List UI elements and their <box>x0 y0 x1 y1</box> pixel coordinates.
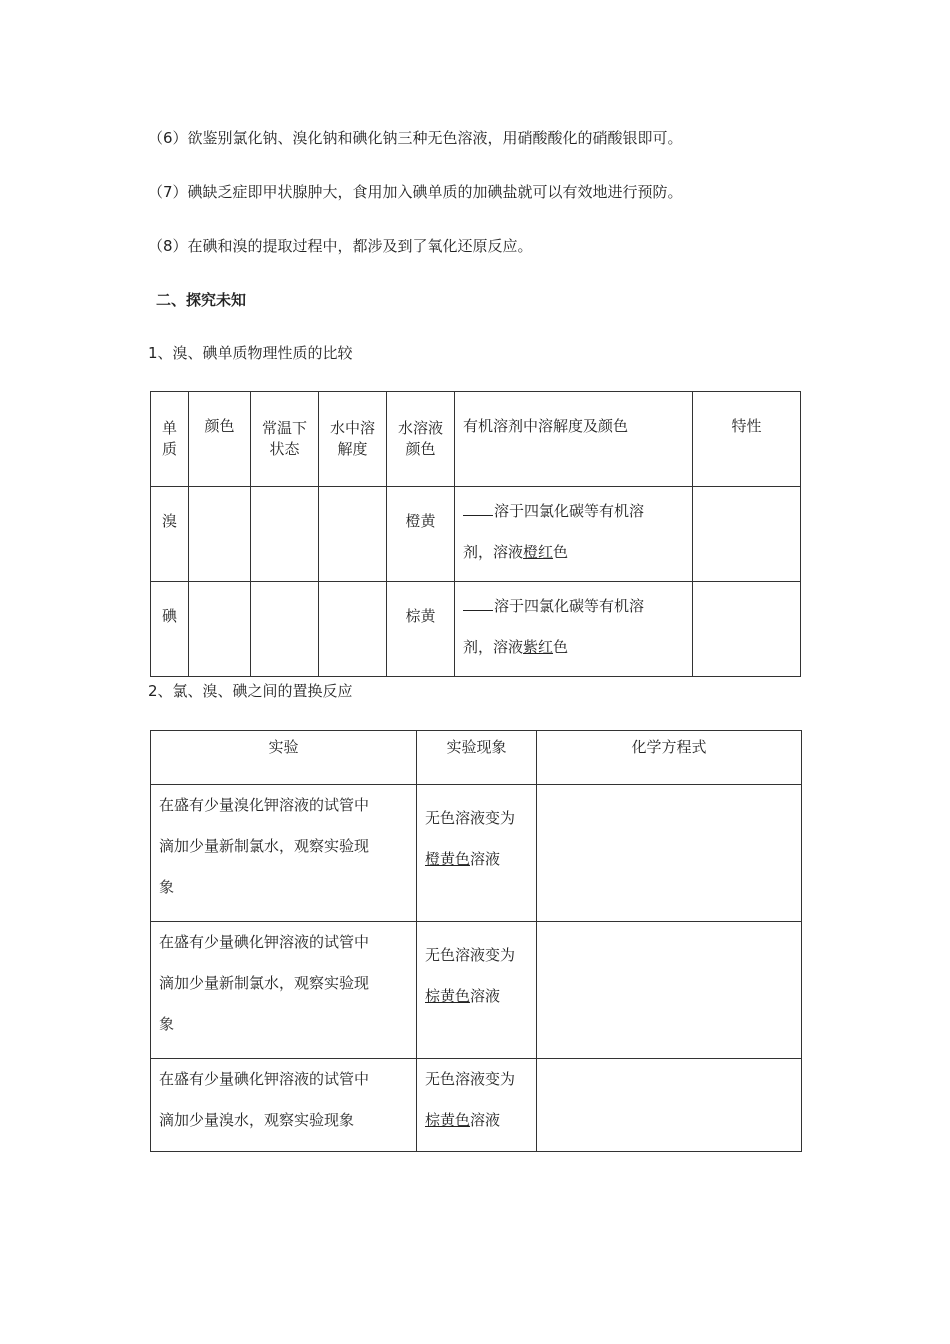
cell-experiment: 在盛有少量溴化钾溶液的试管中 滴加少量新制氯水，观察实验现 象 <box>151 785 417 922</box>
header-water-solubility: 水中溶 解度 <box>319 392 387 487</box>
cell-color <box>189 487 251 582</box>
cell-experiment: 在盛有少量碘化钾溶液的试管中 滴加少量新制氯水，观察实验现 象 <box>151 922 417 1059</box>
table2-row <box>151 785 802 922</box>
fill-blank[interactable] <box>463 501 493 516</box>
header-color: 颜色 <box>189 392 251 487</box>
displacement-reaction-table <box>150 730 802 1152</box>
table2-row <box>151 922 802 1059</box>
cell-state <box>251 487 319 582</box>
cell-water-solubility <box>319 582 387 677</box>
statement-7: （7）碘缺乏症即甲状腺肿大，食用加入碘单质的加碘盐就可以有效地进行预防。 <box>148 183 683 201</box>
physical-properties-table <box>150 391 801 677</box>
cell-state <box>251 582 319 677</box>
table1-row-iodine <box>151 582 801 677</box>
cell-substance: 溴 <box>151 487 189 582</box>
cell-aq-color: 橙黄 <box>387 487 455 582</box>
header-organic: 有机溶剂中溶解度及颜色 <box>455 392 693 487</box>
cell-phenomenon: 无色溶液变为 棕黄色溶液 <box>417 1059 537 1152</box>
header-substance: 单 质 <box>151 392 189 487</box>
table2-header-row <box>151 731 802 785</box>
table1-caption: 1、溴、碘单质物理性质的比较 <box>148 344 353 362</box>
header-equation: 化学方程式 <box>537 731 802 785</box>
cell-equation <box>537 785 802 922</box>
cell-substance: 碘 <box>151 582 189 677</box>
header-phenomenon: 实验现象 <box>417 731 537 785</box>
cell-equation <box>537 922 802 1059</box>
header-state: 常温下 状态 <box>251 392 319 487</box>
cell-organic: 溶于四氯化碳等有机溶 剂，溶液橙红色 <box>455 487 693 582</box>
cell-property <box>693 582 801 677</box>
section-heading: 二、探究未知 <box>156 291 247 309</box>
cell-water-solubility <box>319 487 387 582</box>
table1-header-row <box>151 392 801 487</box>
statement-6: （6）欲鉴别氯化钠、溴化钠和碘化钠三种无色溶液，用硝酸酸化的硝酸银即可。 <box>148 129 683 147</box>
table2-row <box>151 1059 802 1152</box>
cell-phenomenon: 无色溶液变为 棕黄色溶液 <box>417 922 537 1059</box>
statement-8: （8）在碘和溴的提取过程中，都涉及到了氧化还原反应。 <box>148 237 533 255</box>
cell-aq-color: 棕黄 <box>387 582 455 677</box>
fill-blank[interactable] <box>463 596 493 611</box>
table1-row-bromine <box>151 487 801 582</box>
cell-phenomenon: 无色溶液变为 橙黄色溶液 <box>417 785 537 922</box>
table2-caption: 2、氯、溴、碘之间的置换反应 <box>148 682 353 700</box>
header-experiment: 实验 <box>151 731 417 785</box>
header-aq-color: 水溶液 颜色 <box>387 392 455 487</box>
header-property: 特性 <box>693 392 801 487</box>
cell-color <box>189 582 251 677</box>
cell-experiment: 在盛有少量碘化钾溶液的试管中 滴加少量溴水，观察实验现象 <box>151 1059 417 1152</box>
cell-equation <box>537 1059 802 1152</box>
cell-organic: 溶于四氯化碳等有机溶 剂，溶液紫红色 <box>455 582 693 677</box>
cell-property <box>693 487 801 582</box>
